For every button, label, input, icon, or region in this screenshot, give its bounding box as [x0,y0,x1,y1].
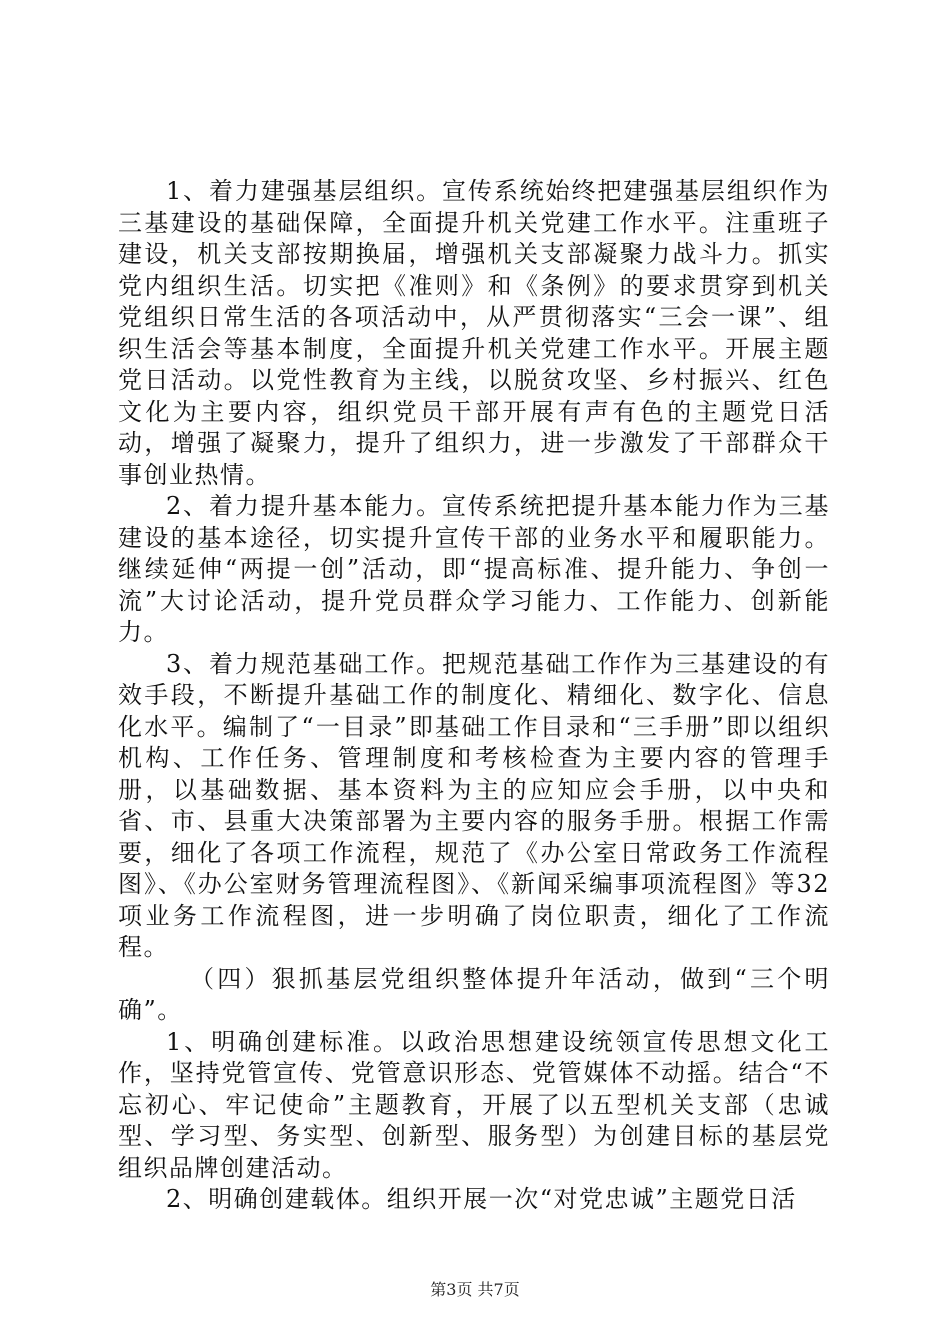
paragraph-improve-ability: 2、着力提升基本能力。宣传系统把提升基本能力作为三基建设的基本途径，切实提升宣传干部的业务水平和履职能力。继续延伸“两提一创”活动，即“提高标准、提升能力、争创一流”大讨论活动，提升党员群众学习能力、工作能力、创新能力。 [118,492,830,646]
paragraph-creation-standard: 1、明确创建标准。以政治思想建设统领宣传思想文化工作，坚持党管宣传、党管意识形态、党管媒体不动摇。结合“不忘初心、牢记使命”主题教育，开展了以五型机关支部（忠诚型、学习型、务实型、创新型、服务型）为创建目标的基层党组织品牌创建活动。 [118,1027,830,1182]
paragraph-creation-carrier: 2、明确创建载体。组织开展一次“对党忠诚”主题党日活 [166,1185,797,1213]
paragraph-standardize-work: 3、着力规范基础工作。把规范基础工作作为三基建设的有效手段，不断提升基础工作的制度化、精细化、数字化、信息化水平。编制了“一目录”即基础工作目录和“三手册”即以组织机构、工作任务、管理制度和考核检查为主要内容的管理手册，以基础数据、基本资料为主的应知应会手册，以中央和省、市、县重大决策部署为主要内容的服务手册。根据工作需要，细化了各项工作流程，规范了《办公室日常政务工作流程图》、《办公室财务管理流程图》、《新闻采编事项流程图》等32项业务工作流程图，进一步明确了岗位职责，细化了工作流程。 [118,649,830,961]
section-heading-four: （四）狠抓基层党组织整体提升年活动，做到“三个明确”。 [118,964,830,1024]
paragraph-strengthen-organization: 1、着力建强基层组织。宣传系统始终把建强基层组织作为三基建设的基础保障，全面提升机关党建工作水平。注重班子建设，机关支部按期换届，增强机关支部凝聚力战斗力。抓实党内组织生活。切实把《准则》和《条例》的要求贯穿到机关党组织日常生活的各项活动中，从严贯彻落实“三会一课”、组织生活会等基本制度，全面提升机关党建工作水平。开展主题党日活动。以党性教育为主线，以脱贫攻坚、乡村振兴、红色文化为主要内容，组织党员干部开展有声有色的主题党日活动，增强了凝聚力，提升了组织力，进一步激发了干部群众干事创业热情。 [118,177,830,489]
page-number: 第3页 共7页 [430,1280,520,1299]
document-body [118,176,830,1216]
page-footer [0,1277,950,1300]
